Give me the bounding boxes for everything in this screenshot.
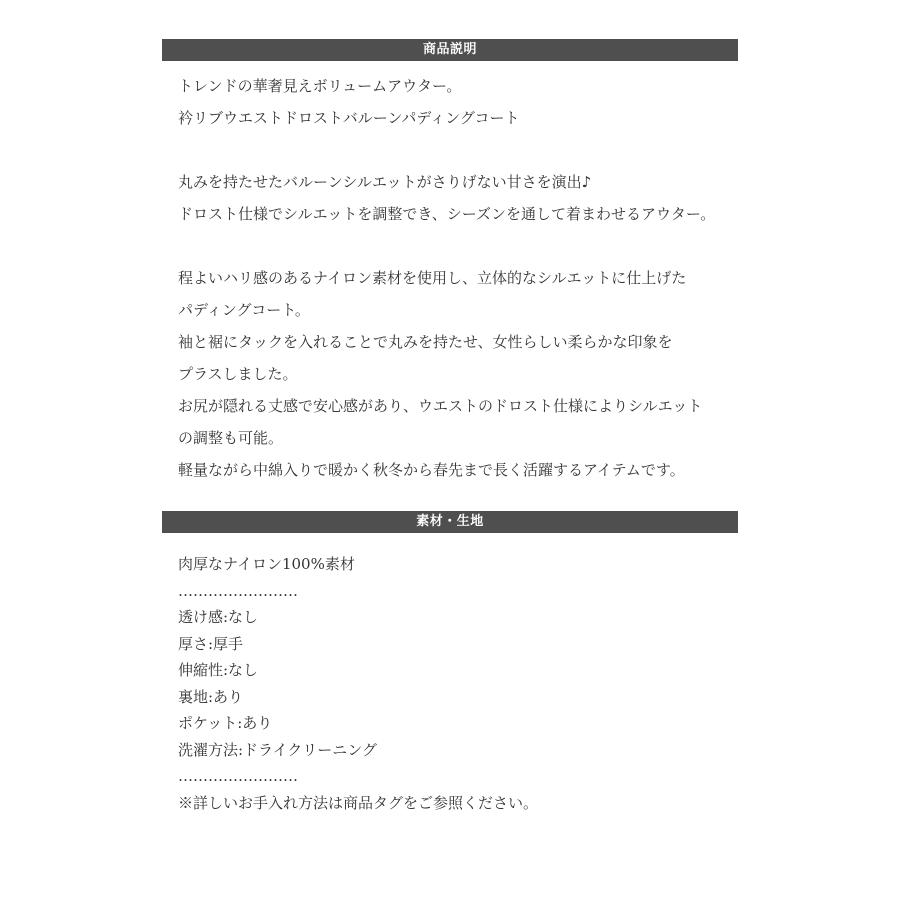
dotted-divider: ……………………	[178, 767, 298, 785]
description-line: ドロスト仕様でシルエットを調整でき、シーズンを通して着まわせるアウター。	[178, 205, 716, 223]
description-line: 袖と裾にタックを入れることで丸みを持たせ、女性らしい柔らかな印象を	[178, 333, 673, 351]
material-fabric-header: 素材・生地	[162, 511, 738, 533]
paragraph-gap	[178, 134, 738, 166]
dotted-divider: ……………………	[178, 581, 298, 600]
description-line: 衿リブウエストドロストバルーンパディングコート	[178, 109, 520, 127]
care-note: ※詳しいお手入れ方法は商品タグをご参照ください。	[178, 793, 539, 812]
spec-see-through: 透け感:なし	[178, 608, 259, 626]
description-line: の調整も可能。	[178, 429, 284, 447]
spec-lining: 裏地:あり	[178, 687, 244, 706]
description-line: 軽量ながら中綿入りで暖かく秋冬から春先まで長く活躍するアイテムです。	[178, 461, 685, 479]
spec-thickness: 厚さ:厚手	[178, 634, 244, 653]
spec-pocket: ポケット:あり	[178, 714, 273, 732]
spec-washing: 洗濯方法:ドライクリーニング	[178, 740, 378, 759]
description-line: 丸みを持たせたバルーンシルエットがさりげない甘さを演出♪	[178, 173, 592, 191]
product-description-header: 商品説明	[162, 39, 738, 61]
product-description-body	[178, 70, 738, 486]
spec-stretch: 伸縮性:なし	[178, 661, 259, 679]
description-line: トレンドの華奢見えボリュームアウター。	[178, 77, 462, 95]
description-line: 程よいハリ感のあるナイロン素材を使用し、立体的なシルエットに仕上げた	[178, 269, 687, 287]
material-fabric-body	[178, 551, 738, 816]
paragraph-gap	[178, 230, 738, 262]
description-line: お尻が隠れる丈感で安心感があり、ウエストのドロスト仕様によりシルエット	[178, 397, 703, 415]
description-line: パディングコート。	[178, 301, 310, 319]
description-line: プラスしました。	[178, 365, 298, 383]
material-line: 肉厚なナイロン100%素材	[178, 555, 355, 573]
